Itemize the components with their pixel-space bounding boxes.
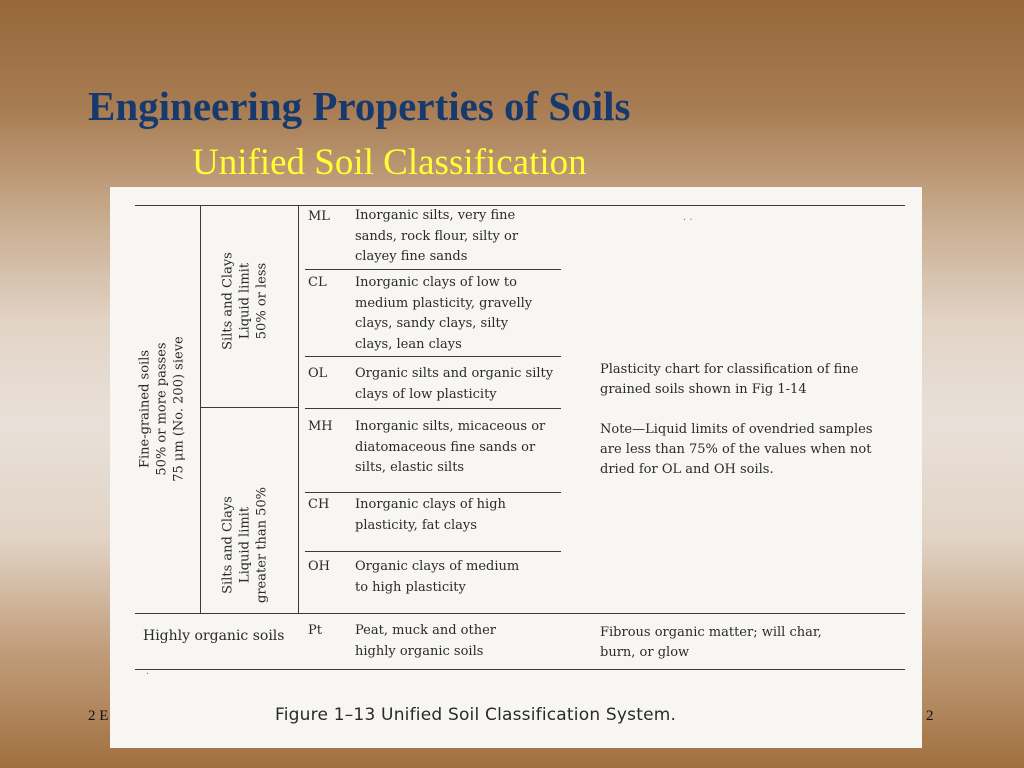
plasticity-chart-note: Plasticity chart for classification of fine grained soils shown in Fig 1-14 [600, 362, 859, 397]
description-oh: Organic clays of medium to high plasticity [355, 559, 520, 595]
section-rule [135, 613, 905, 614]
fibrous-matter-note: Fibrous organic matter; will char, burn, or glow [600, 625, 822, 660]
row-rule [305, 551, 561, 552]
row-rule [305, 269, 561, 270]
symbol-pt: Pt [308, 623, 322, 638]
highly-organic-label: Highly organic soils [143, 628, 285, 644]
row-rule [305, 492, 561, 493]
description-pt: Peat, muck and other highly organic soils [355, 623, 496, 659]
description-ch: Inorganic clays of high plasticity, fat clays [355, 497, 506, 533]
column-rule [200, 205, 201, 613]
group-high-liquid-limit-label: Silts and Clays Liquid limit greater than 50% [220, 487, 270, 603]
scan-speck: · [146, 669, 150, 680]
slide-subtitle: Unified Soil Classification [192, 142, 587, 183]
description-mh: Inorganic silts, micaceous or diatomaceous fine sands or silts, elastic silts [355, 419, 546, 475]
symbol-ol: OL [308, 366, 328, 381]
symbol-ch: CH [308, 497, 330, 512]
figure-caption: Figure 1–13 Unified Soil Classification System. [275, 705, 677, 725]
table-bottom-rule [135, 669, 905, 670]
major-group-label: Fine-grained soils 50% or more passes 75 μm (No. 200) sieve [137, 336, 187, 482]
page-number: 2 [926, 708, 934, 724]
symbol-oh: OH [308, 559, 330, 574]
row-rule [305, 408, 561, 409]
description-cl: Inorganic clays of low to medium plasticity, gravelly clays, sandy clays, silty clays, lean clays [355, 275, 533, 352]
group-divider-rule [200, 407, 298, 408]
row-rule [305, 356, 561, 357]
description-ol: Organic silts and organic silty clays of low plasticity [355, 366, 554, 402]
group-low-liquid-limit-label: Silts and Clays Liquid limit 50% or less [220, 252, 270, 350]
liquid-limit-note: Note—Liquid limits of ovendried samples are less than 75% of the values when not dried for OL and OH soils. [600, 422, 873, 477]
soil-classification-figure [110, 187, 922, 748]
symbol-ml: ML [308, 209, 330, 224]
slide-title: Engineering Properties of Soils [88, 83, 631, 129]
symbol-mh: MH [308, 419, 333, 434]
description-ml: Inorganic silts, very fine sands, rock flour, silty or clayey fine sands [355, 208, 519, 264]
scan-speck: · · [683, 215, 693, 226]
column-rule [298, 205, 299, 613]
footer-left-text: 2 E [88, 708, 109, 724]
symbol-cl: CL [308, 275, 327, 290]
